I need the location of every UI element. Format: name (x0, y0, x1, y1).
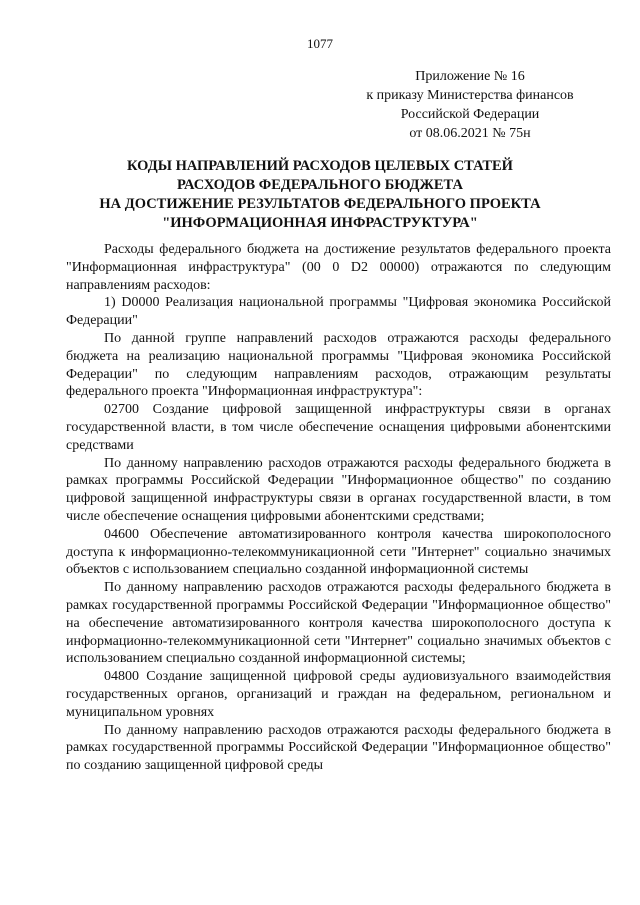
appendix-line: Российской Федерации (400, 107, 540, 122)
paragraph: По данному направлению расходов отражаются расходы федерального бюджета в рамках программы Российской Федерации "Информационное общество" по созданию цифровой защищенной инфраструктуры связи в органах государственной власти, в том числе обеспечение оснащения цифровыми абонентскими средствами; (66, 455, 611, 524)
paragraph: 04600 Обеспечение автоматизированного контроля качества широкополосного доступа к информационно-телекоммуникационной сети "Интернет" социально значимых объектов с использованием специально созданной информационной системы (66, 526, 611, 578)
page-number: 1077 (307, 36, 333, 51)
title-line: РАСХОДОВ ФЕДЕРАЛЬНОГО БЮДЖЕТА (177, 177, 463, 193)
paragraph: 02700 Создание цифровой защищенной инфраструктуры связи в органах государственной власти, в том числе обеспечение оснащения цифровыми абонентскими средствами (66, 402, 611, 453)
appendix-line: от 08.06.2021 № 75н (409, 126, 531, 141)
title-line: КОДЫ НАПРАВЛЕНИЙ РАСХОДОВ ЦЕЛЕВЫХ СТАТЕЙ (127, 158, 513, 174)
document-title (40, 157, 600, 233)
paragraph: По данному направлению расходов отражаются расходы федерального бюджета в рамках государственной программы Российской Федерации "Информационное общество" на обеспечение автоматизированного контроля качества широкополосного доступа к информационно-телекоммуникационной сети "Интернет" социально значимых объектов с использованием специально созданной информационной системы; (66, 580, 611, 667)
paragraph: 04800 Создание защищенной цифровой среды аудиовизуального взаимодействия государственных органов, организаций и граждан на федеральном, региональном и муниципальном уровнях (66, 669, 611, 720)
appendix-line: к приказу Министерства финансов (366, 88, 574, 103)
appendix-line: Приложение № 16 (415, 69, 525, 84)
paragraph: По данной группе направлений расходов отражаются расходы федерального бюджета на реализацию национальной программы "Цифровая экономика Российской Федерации" по следующим направлениям расходов, отражающим результаты федерального проекта "Информационная инфраструктура": (66, 330, 611, 400)
appendix-block (340, 67, 600, 143)
paragraph: Расходы федерального бюджета на достижение результатов федерального проекта "Информационная инфраструктура" (00 0 D2 00000) отражаются по следующим направлениям расходов: (66, 242, 611, 293)
paragraph: По данному направлению расходов отражаются расходы федерального бюджета в рамках государственной программы Российской Федерации "Информационное общество" по созданию защищенной цифровой среды (66, 722, 611, 774)
paragraph: 1) D0000 Реализация национальной программы "Цифровая экономика Российской Федерации" (66, 295, 611, 329)
document-body (66, 241, 611, 775)
title-line: "ИНФОРМАЦИОННАЯ ИНФРАСТРУКТУРА" (162, 215, 478, 231)
title-line: НА ДОСТИЖЕНИЕ РЕЗУЛЬТАТОВ ФЕДЕРАЛЬНОГО ПРОЕКТА (99, 196, 541, 212)
